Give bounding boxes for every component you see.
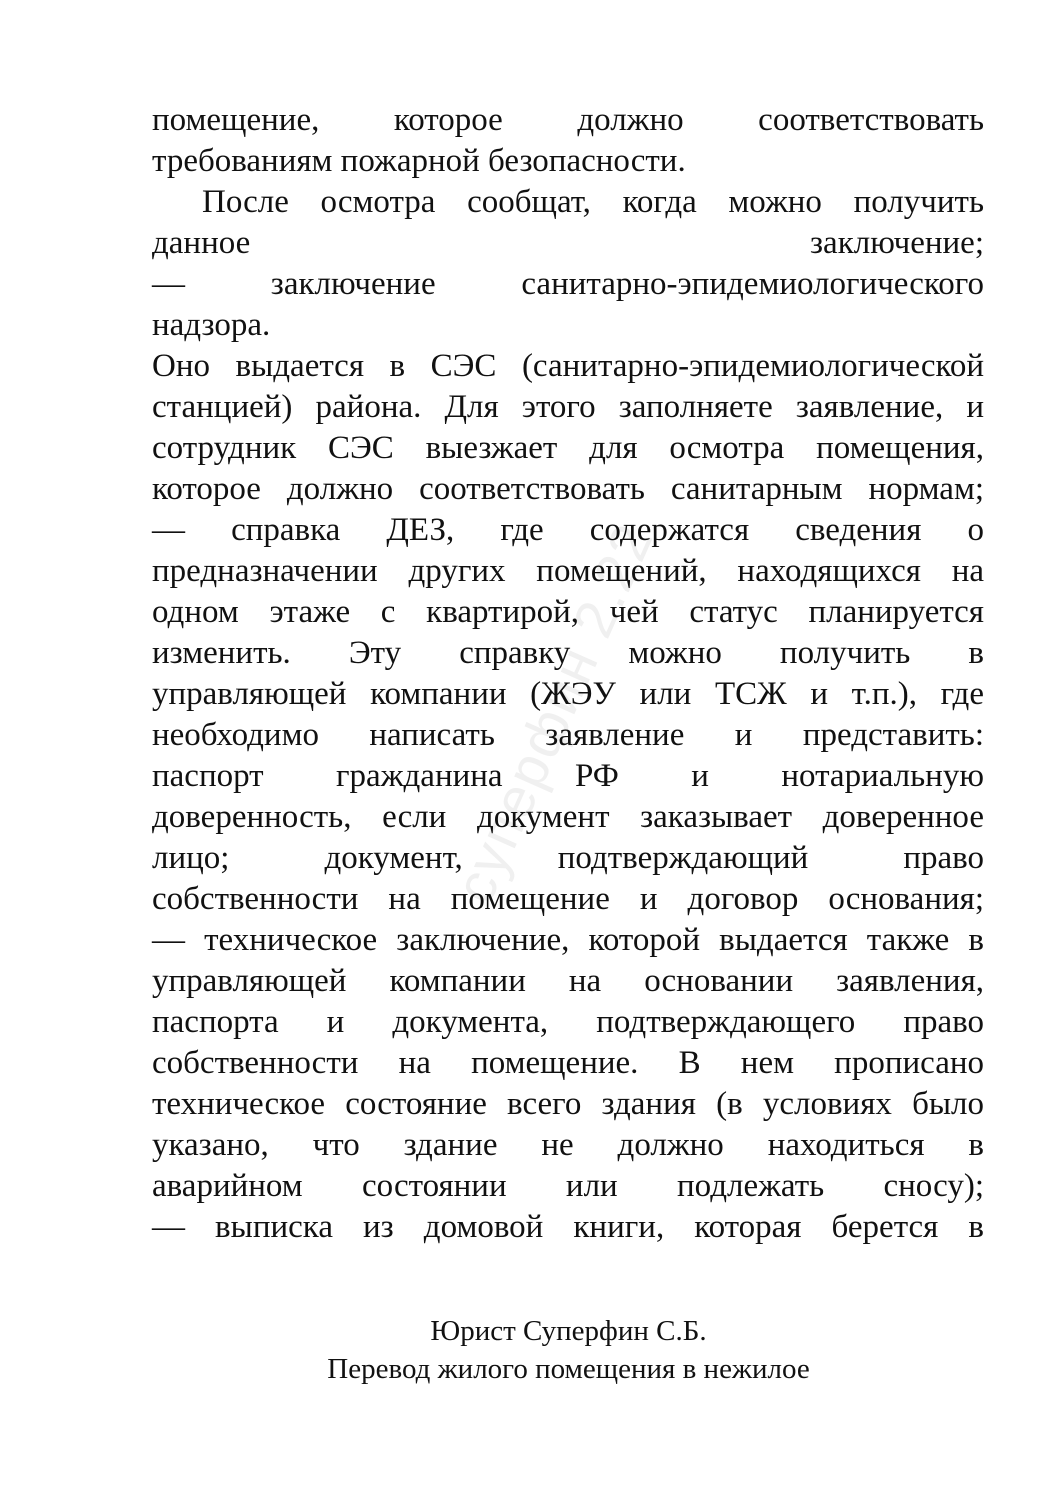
text-line: аварийном состоянии или подлежать сносу); bbox=[152, 1168, 984, 1204]
text-line: — справка ДЕЗ, где содержатся сведения о bbox=[152, 512, 984, 548]
text-line: изменить. Эту справку можно получить в bbox=[152, 635, 984, 671]
text-line: требованиям пожарной безопасности. bbox=[152, 143, 686, 179]
text-line: помещение, которое должно соответствовать bbox=[152, 102, 984, 138]
text-line: паспорт гражданина РФ и нотариальную bbox=[152, 758, 984, 794]
text-line: собственности на помещение. В нем прописано bbox=[152, 1045, 984, 1081]
text-line: собственности на помещение и договор основания; bbox=[152, 881, 984, 917]
text-line: управляющей компании (ЖЭУ или ТСЖ и т.п.), где bbox=[152, 676, 984, 712]
text-line: надзора. bbox=[152, 307, 271, 343]
text-line: одном этаже с квартирой, чей статус планируется bbox=[152, 594, 984, 630]
text-line: которое должно соответствовать санитарным нормам; bbox=[152, 471, 984, 507]
text-line: лицо; документ, подтверждающий право bbox=[152, 840, 984, 876]
body-text bbox=[152, 100, 984, 1248]
text-line: данное заключение; bbox=[152, 225, 984, 261]
text-line: управляющей компании на основании заявления, bbox=[152, 963, 984, 999]
text-line: доверенность, если документ заказывает доверенное bbox=[152, 799, 984, 835]
watermark: суперфин 2.22 bbox=[442, 513, 666, 912]
text-line: указано, что здание не должно находиться в bbox=[152, 1127, 984, 1163]
text-line: сотрудник СЭС выезжает для осмотра помещения, bbox=[152, 430, 984, 466]
footer-title: Перевод жилого помещения в нежилое bbox=[327, 1353, 810, 1385]
text-line: — заключение санитарно-эпидемиологического bbox=[152, 266, 984, 302]
text-line: техническое состояние всего здания (в условиях было bbox=[152, 1086, 984, 1122]
text-line: — техническое заключение, которой выдается также в bbox=[152, 922, 984, 958]
text-line: Оно выдается в СЭС (санитарно-эпидемиологической bbox=[152, 348, 984, 384]
page-footer bbox=[0, 1312, 1061, 1388]
text-line: станцией) района. Для этого заполняете заявление, и bbox=[152, 389, 984, 425]
text-line: необходимо написать заявление и представить: bbox=[152, 717, 984, 753]
text-line: предназначении других помещений, находящихся на bbox=[152, 553, 984, 589]
text-line: После осмотра сообщат, когда можно получить bbox=[202, 184, 984, 220]
text-line: паспорта и документа, подтверждающего право bbox=[152, 1004, 984, 1040]
footer-author: Юрист Суперфин С.Б. bbox=[430, 1315, 707, 1347]
text-line: — выписка из домовой книги, которая берется в bbox=[152, 1209, 984, 1245]
